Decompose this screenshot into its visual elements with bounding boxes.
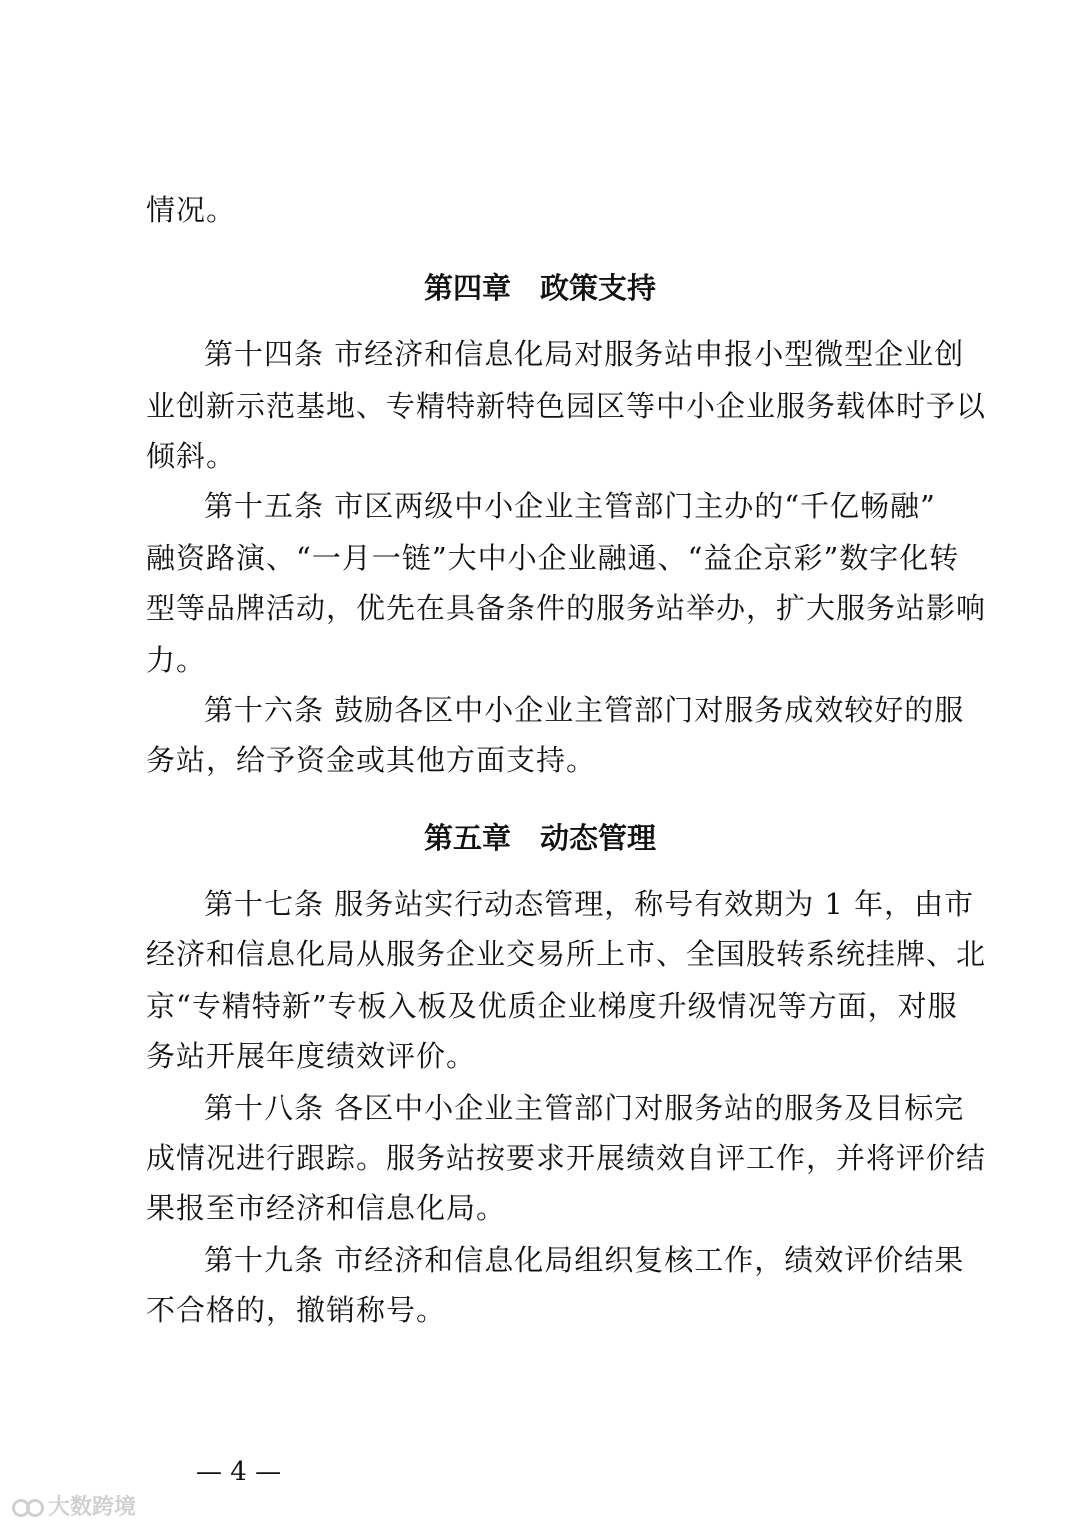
article-15-line: 第十五条 市区两级中小企业主管部门主办的“千亿畅融” [204, 489, 936, 523]
article-17-line: 第十七条 服务站实行动态管理，称号有效期为 1 年，由市 [204, 887, 975, 921]
text-line: 情况。 [146, 193, 237, 227]
article-15-line: 融资路演、“一月一链”大中小企业融通、“益企京彩”数字化转 [146, 541, 960, 575]
article-15-line: 力。 [146, 643, 207, 677]
article-15-line: 型等品牌活动，优先在具备条件的服务站举办，扩大服务站影响 [146, 591, 987, 625]
article-17-line: 经济和信息化局从服务企业交易所上市、全国股转系统挂牌、北 [146, 937, 987, 971]
article-19-line: 第十九条 市经济和信息化局组织复核工作，绩效评价结果 [204, 1243, 965, 1277]
page-number: — 4 — [196, 1457, 282, 1487]
article-16-line: 务站，给予资金或其他方面支持。 [146, 743, 597, 777]
chapter-heading: 第五章 动态管理 [423, 821, 656, 855]
article-14-line: 倾斜。 [146, 439, 237, 473]
article-17-line: 务站开展年度绩效评价。 [146, 1039, 477, 1073]
article-14-line: 业创新示范基地、专精特新特色园区等中小企业服务载体时予以 [146, 389, 987, 423]
article-18-line: 果报至市经济和信息化局。 [146, 1191, 507, 1225]
watermark [10, 1490, 136, 1521]
article-19-line: 不合格的，撤销称号。 [146, 1293, 447, 1327]
article-16-line: 第十六条 鼓励各区中小企业主管部门对服务成效较好的服 [204, 693, 965, 727]
article-17-line: 京“专精特新”专板入板及优质企业梯度升级情况等方面，对服 [146, 989, 958, 1023]
article-18-line: 成情况进行跟踪。服务站按要求开展绩效自评工作，并将评价结 [146, 1141, 987, 1175]
article-14-line: 第十四条 市经济和信息化局对服务站申报小型微型企业创 [204, 337, 965, 371]
article-18-line: 第十八条 各区中小企业主管部门对服务站的服务及目标完 [204, 1091, 965, 1125]
watermark-logo-icon [10, 1495, 44, 1517]
chapter-heading: 第四章 政策支持 [423, 271, 656, 305]
watermark-text: 大数跨境 [48, 1495, 137, 1520]
